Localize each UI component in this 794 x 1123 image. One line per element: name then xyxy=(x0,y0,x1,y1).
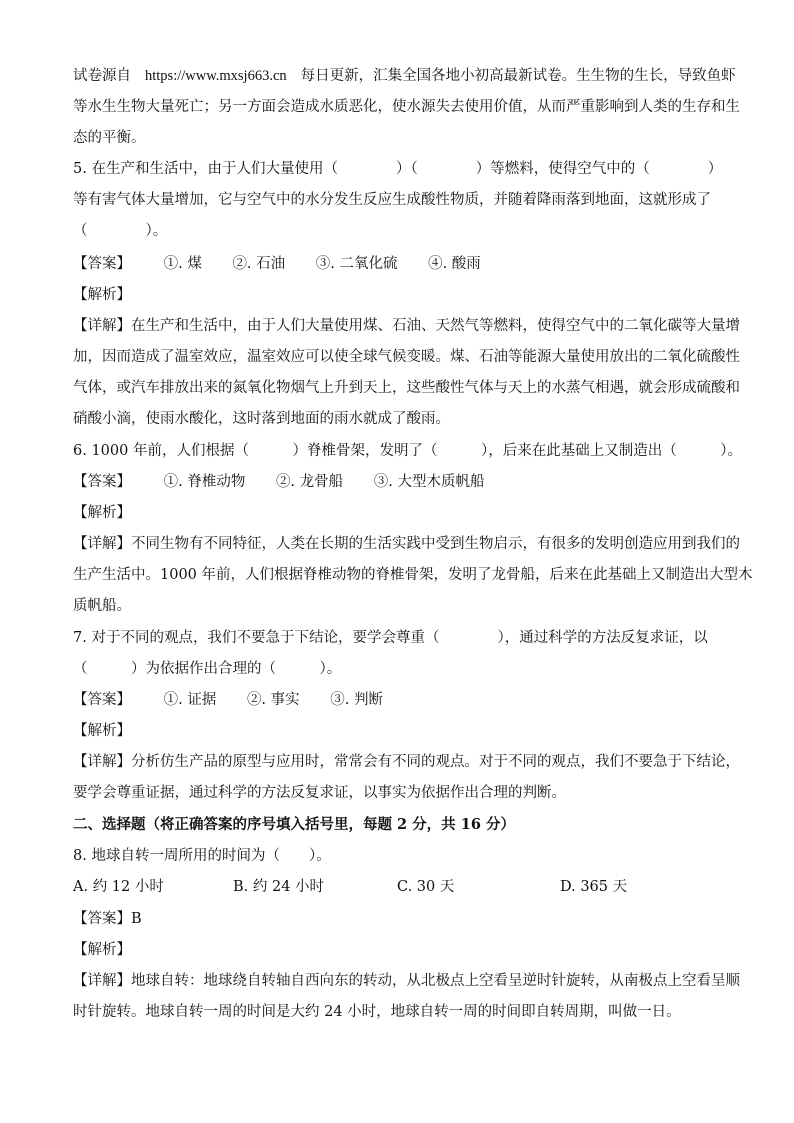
answer-option: ④. 酸雨 xyxy=(428,256,481,272)
q7-detail-line: 要学会尊重证据，通过科学的方法反复求证，以事实为依据作出合理的判断。 xyxy=(73,785,566,801)
q8-answer: 【答案】B xyxy=(73,911,142,927)
answer-option: ③. 大型木质帆船 xyxy=(373,474,485,490)
q7-stem-line: （ ）为依据作出合理的（ ）。 xyxy=(73,661,342,677)
answer-option: ②. 石油 xyxy=(232,256,286,272)
choice-b: B. 约 24 小时 xyxy=(233,879,325,895)
q6-detail-line: 生产生活中。1000 年前，人们根据脊椎动物的脊椎骨架，发明了龙骨船，后来在此基础上又制造出大型木 xyxy=(73,567,753,583)
answer-option: ②. 龙骨船 xyxy=(275,474,344,490)
q5-detail-line: 气体，或汽车排放出来的氮氧化物烟气上升到天上，这些酸性气体与天上的水蒸气相遇，就会形成硫酸和 xyxy=(73,380,740,396)
source-line xyxy=(73,66,736,86)
q8-detail-line: 【详解】地球自转：地球绕自转轴自西向东的转动，从北极点上空看呈逆时针旋转，从南极点上空看呈顺 xyxy=(73,973,740,989)
q5-stem-line: （ ）。 xyxy=(73,223,168,239)
analysis-tag: 【解析】 xyxy=(73,942,131,958)
answer-tag: 【答案】 xyxy=(73,256,131,272)
q5-stem-line: 等有害气体大量增加，它与空气中的水分发生反应生成酸性物质，并随着降雨落到地面，这就形成了 xyxy=(73,192,711,208)
q5-answer-row xyxy=(73,254,507,274)
answer-option: ①. 脊椎动物 xyxy=(163,474,246,490)
answer-option: ②. 事实 xyxy=(246,692,300,708)
answer-option: ①. 煤 xyxy=(163,256,202,272)
choice-a: A. 约 12 小时 xyxy=(73,879,164,895)
answer-option: ①. 证据 xyxy=(163,692,217,708)
q6-stem-line: 6. 1000 年前，人们根据（ ）脊椎骨架，发明了（ ），后来在此基础上又制造出（ ）。 xyxy=(73,443,742,459)
source-tail-text: 每日更新，汇集全国各地小初高最新试卷。生生物的生长，导致鱼虾 xyxy=(300,68,736,84)
q8-stem: 8. 地球自转一周所用的时间为（ ）。 xyxy=(73,848,331,864)
q7-detail-line: 【详解】分析仿生产品的原型与应用时，常常会有不同的观点。对于不同的观点，我们不要急于下结论， xyxy=(73,754,740,770)
answer-tag: 【答案】 xyxy=(73,474,131,490)
q5-detail-line: 【详解】在生产和生活中，由于人们大量使用煤、石油、天然气等燃料，使得空气中的二氧化碳等大量增 xyxy=(73,318,740,334)
intro-line: 态的平衡。 xyxy=(73,130,146,146)
q7-stem-line: 7. 对于不同的观点，我们不要急于下结论，要学会尊重（ ），通过科学的方法反复求证，以 xyxy=(73,630,708,646)
q5-stem-line: 5. 在生产和生活中，由于人们大量使用（ ）（ ）等燃料，使得空气中的（ ） xyxy=(73,161,723,177)
answer-option: ③. 判断 xyxy=(330,692,383,708)
q6-detail-line: 质帆船。 xyxy=(73,598,131,614)
choice-c: C. 30 天 xyxy=(397,879,455,895)
intro-line: 等水生生物大量死亡；另一方面会造成水质恶化，使水源失去使用价值，从而严重影响到人类的生存和生 xyxy=(73,99,740,115)
analysis-tag: 【解析】 xyxy=(73,723,131,739)
choice-d: D. 365 天 xyxy=(560,879,628,895)
answer-tag: 【答案】 xyxy=(73,692,131,708)
source-label: 试卷源自 xyxy=(73,68,131,84)
source-url-link[interactable]: https://www.mxsj663.cn xyxy=(145,68,287,84)
q5-detail-line: 硝酸小滴，使雨水酸化，这时落到地面的雨水就成了酸雨。 xyxy=(73,411,450,427)
q6-detail-line: 【详解】不同生物有不同特征，人类在长期的生活实践中受到生物启示，有很多的发明创造应用到我们的 xyxy=(73,536,740,552)
q7-answer-row xyxy=(73,690,409,710)
analysis-tag: 【解析】 xyxy=(73,505,131,521)
section-heading: 二、选择题（将正确答案的序号填入括号里，每题 2 分，共 16 分） xyxy=(73,816,515,833)
q5-detail-line: 加，因而造成了温室效应，温室效应可以使全球气候变暖。煤、石油等能源大量使用放出的二氧化硫酸性 xyxy=(73,349,740,365)
q6-answer-row xyxy=(73,472,510,492)
analysis-tag: 【解析】 xyxy=(73,287,131,303)
q8-detail-line: 时针旋转。地球自转一周的时间是大约 24 小时，地球自转一周的时间即自转周期，叫做一日。 xyxy=(73,1004,681,1020)
answer-option: ③. 二氧化硫 xyxy=(315,256,398,272)
